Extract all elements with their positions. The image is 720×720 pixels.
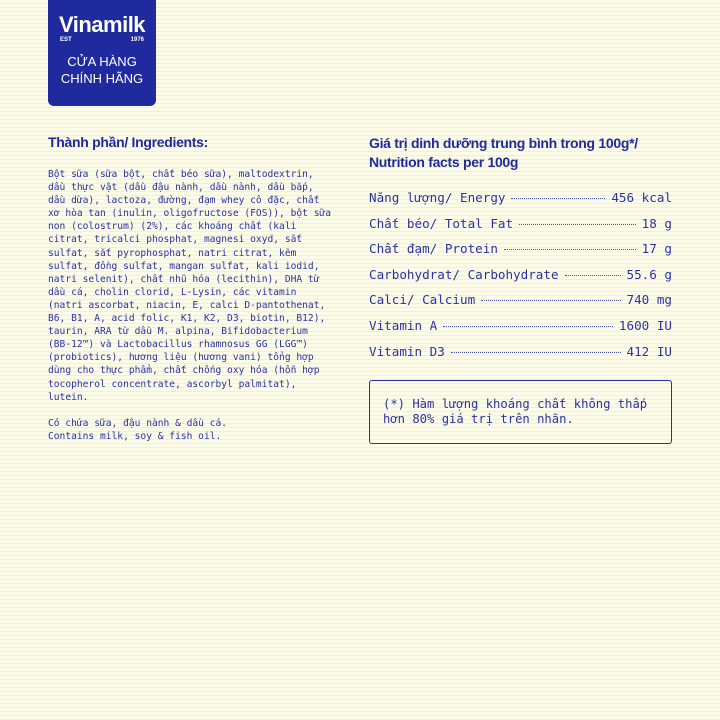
- nutrition-row-fat: [369, 211, 672, 231]
- nutrient-value: 456 kcal: [611, 190, 672, 205]
- nutrition-heading: [369, 134, 672, 172]
- leader-dots: [443, 326, 613, 327]
- nutrient-value: 55.6 g: [626, 266, 672, 282]
- nutrition-heading-line-1: Giá trị dinh dưỡng trung bình trong 100g*/: [369, 135, 638, 151]
- nutrition-row-protein: [369, 236, 672, 256]
- nutrient-label: Năng lượng/ Energy: [369, 190, 506, 205]
- leader-dots: [511, 198, 605, 199]
- ingredients-section: [48, 134, 348, 443]
- est-year: 1976: [130, 37, 144, 43]
- nutrient-label: Vitamin A: [369, 317, 438, 333]
- nutrient-label: Calci/ Calcium: [369, 292, 476, 308]
- nutrition-table: [369, 185, 672, 359]
- leader-dots: [451, 352, 621, 353]
- store-line-1: CỬA HÀNG: [67, 54, 137, 69]
- nutrition-section: [369, 134, 672, 444]
- est-label: EST: [60, 37, 72, 43]
- nutrient-value: 412 IU: [626, 343, 672, 359]
- nutrient-label: Vitamin D3: [369, 343, 445, 359]
- nutrient-label: Chất đạm/ Protein: [369, 241, 498, 257]
- official-store-label: [48, 53, 156, 87]
- ingredients-heading: Thành phần/ Ingredients:: [48, 134, 209, 150]
- brand-badge: [48, 0, 156, 106]
- nutrition-row-calcium: [369, 287, 672, 307]
- nutrient-label: Chất béo/ Total Fat: [369, 215, 514, 231]
- ingredients-text: Bột sữa (sữa bột, chất béo sữa), maltodextrin, dầu thực vật (dầu đậu nành, dầu nành, dầu bắp, dầu dừa), lactoza, đường, đạm whey cô đặc, chất xơ hòa tan (inulin, oligofructose (FOS)), bột sữa non (colostrum) (2%), các khoáng chất (kali citrat, tricalci phosphat, magnesi oxyd, sắt sulfat, sắt pyrophosphat, natri citrat, kẽm sulfat, đồng sulfat, mangan sulfat, kali iodid, natri selenit), chất nhũ hóa (lecithin), DHA từ dầu cá, cholin clorid, L-Lysin, các vitamin (natri ascorbat, niacin, E, calci D-pantothenat, B6, B1, A, acid folic, K1, K2, D3, biotin, B12), taurin, ARA từ dầu M. alpina, Bifidobacterium (BB-12™) và Lactobacillus rhamnosus GG (LGG™) (probiotics), hương liệu (hương vani) tổng hợp dùng cho thực phẩm, chất chống oxy hóa (hỗn hợp tocopherol concentrate, ascorbyl palmitat), lutein.: [48, 169, 332, 403]
- nutrition-row-vitamin-d3: [369, 339, 672, 359]
- leader-dots: [519, 224, 636, 225]
- nutrient-value: 17 g: [641, 241, 672, 257]
- brand-logo: Vinamilk: [58, 12, 146, 37]
- leader-dots: [481, 300, 620, 301]
- leader-dots: [565, 275, 621, 276]
- allergen-statement: Có chứa sữa, đậu nành & dầu cá. Contains milk, soy & fish oil.: [48, 417, 228, 442]
- nutrient-value: 740 mg: [626, 292, 672, 308]
- store-line-2: CHÍNH HÃNG: [60, 71, 144, 86]
- nutrition-footnote: [369, 380, 672, 444]
- nutrition-row-carbohydrate: [369, 262, 672, 282]
- nutrition-row-vitamin-a: [369, 313, 672, 333]
- brand-established: [60, 37, 144, 44]
- leader-dots: [504, 249, 636, 250]
- footnote-text: (*) Hàm lượng khoáng chất không thấp hơn 80% giá trị trên nhãn.: [383, 396, 648, 426]
- nutrient-label: Carbohydrat/ Carbohydrate: [369, 266, 559, 282]
- nutrition-heading-line-2: Nutrition facts per 100g: [369, 154, 519, 170]
- nutrition-row-energy: [369, 185, 672, 205]
- nutrient-value: 18 g: [641, 215, 672, 231]
- nutrient-value: 1600 IU: [618, 317, 672, 333]
